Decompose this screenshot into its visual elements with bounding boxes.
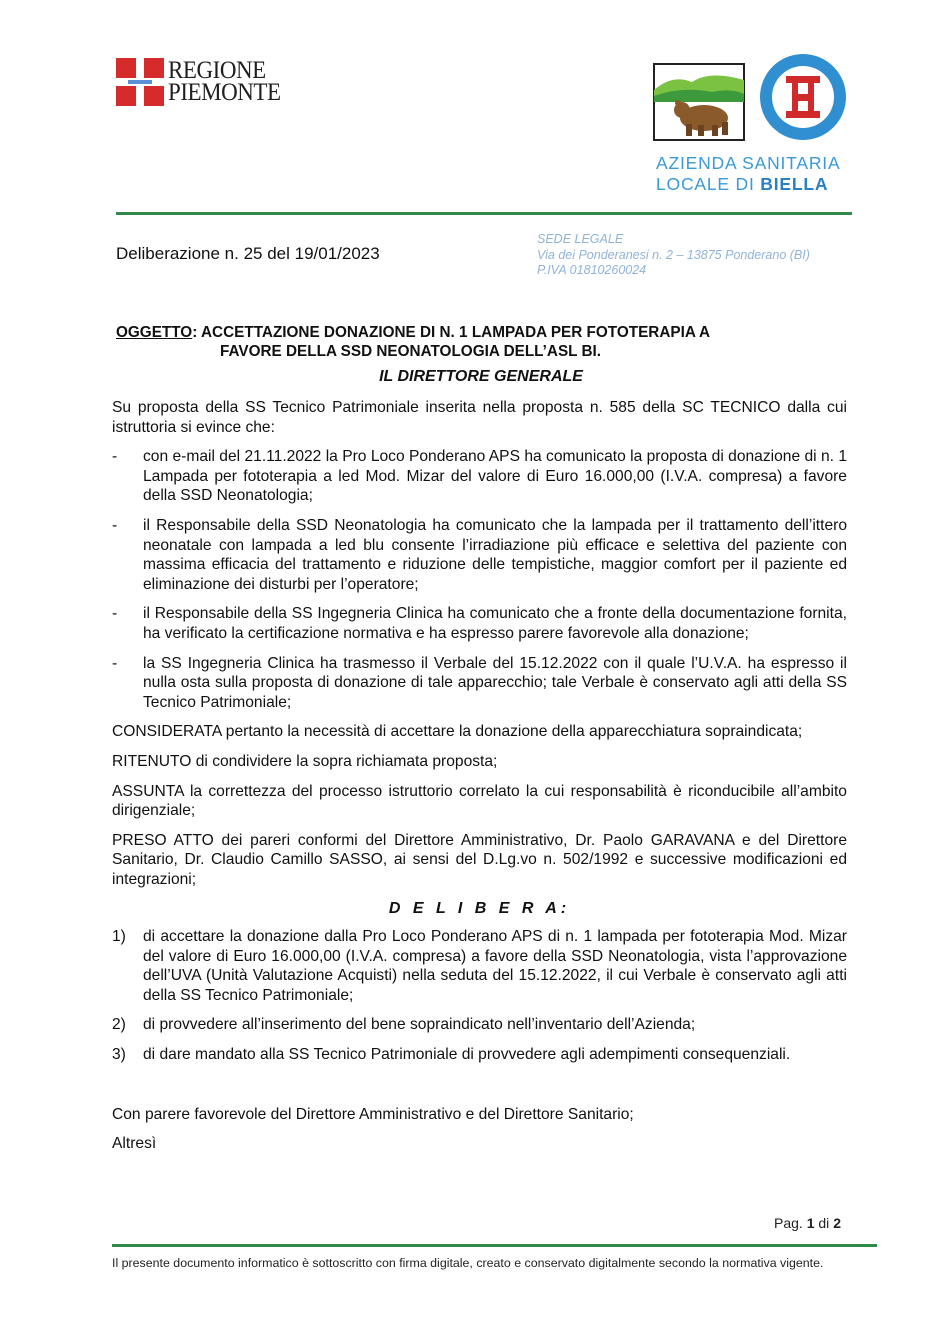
deliberazione-title: Deliberazione n. 25 del 19/01/2023: [116, 244, 380, 263]
delibera-marker: 2): [112, 1016, 126, 1034]
ospedale-biella-seal-icon: [758, 52, 848, 142]
preso-atto-paragraph: PRESO ATTO dei pareri conformi del Direttore Amministrativo, Dr. Paolo GARAVANA e del Direttore Sanitario, Dr. Claudio Camillo SASSO, ai sensi del D.Lg.vo n. 502/1992 e successive modificazioni ed integrazioni;: [112, 831, 847, 888]
oggetto-text-1: ACCETTAZIONE DONAZIONE DI N. 1 LAMPADA PER FOTOTERAPIA A: [201, 324, 711, 341]
oggetto: [116, 323, 846, 361]
asl-biella-logo: [652, 52, 852, 197]
delibera-marker: 3): [112, 1046, 126, 1064]
ritenuto-paragraph: RITENUTO di condividere la sopra richiamata proposta;: [112, 752, 498, 770]
list-item: [112, 516, 847, 594]
document-body: [112, 398, 847, 1154]
delibera-text: di accettare la donazione dalla Pro Loco Ponderano APS di n. 1 lampada per fototerapia Mod. Mizar del valore di Euro 16.000,00 (I.V.A. compresa) a favore della SSD Neonatologia, vista l’approvazione dell’UVA (Unità Valutazione Acquisti) nella seduta del 15.12.2022, il cui Verbale è conservato agli atti della SS Tecnico Patrimoniale;: [143, 928, 847, 1004]
delibera-text: di provvedere all’inserimento del bene sopraindicato nell’inventario dell’Azienda;: [143, 1016, 696, 1034]
direttore-heading: IL DIRETTORE GENERALE: [379, 368, 583, 385]
list-text: la SS Ingegneria Clinica ha trasmesso il Verbale del 15.12.2022 con il quale l’U.V.A. ha espresso il nulla osta sulla proposta di donazione di tale apparecchio; tale Verbale è conservato agli atti della SS Tecnico Patrimoniale;: [143, 654, 847, 711]
page-total: 2: [833, 1215, 841, 1231]
asl-line-2-prefix: LOCALE DI: [656, 174, 761, 194]
assunta-paragraph: ASSUNTA la correttezza del processo istruttorio correlato la cui responsabilità è riconducibile all’ambito dirigenziale;: [112, 782, 847, 820]
list-text: il Responsabile della SS Ingegneria Clinica ha comunicato che a fronte della documentazione fornita, ha verificato la certificazione normativa e ha espresso parere favorevole alla donazione;: [143, 605, 847, 642]
asl-line-2-bold: BIELLA: [760, 174, 829, 194]
considerata-paragraph: CONSIDERATA pertanto la necessità di accettare la donazione della apparecchiatura sopraindicata;: [112, 723, 803, 741]
page-sep: di: [814, 1215, 834, 1231]
oggetto-line-2: FAVORE DELLA SSD NEONATOLOGIA DELL’ASL BI.: [220, 343, 602, 360]
regione-line-2: PIEMONTE: [168, 79, 281, 106]
list-marker: -: [112, 605, 118, 623]
delibera-item: [112, 1045, 847, 1065]
parere-paragraph: Con parere favorevole del Direttore Amministrativo e del Direttore Sanitario;: [112, 1105, 634, 1123]
list-text: con e-mail del 21.11.2022 la Pro Loco Ponderano APS ha comunicato la proposta di donazione di n. 1 Lampada per fototerapia a led Mod. Mizar del valore di Euro 16.000,00 (I.V.A. compresa) a favore della SSD Neonatologia;: [143, 448, 847, 505]
oggetto-label: OGGETTO: [116, 324, 193, 341]
list-marker: -: [112, 654, 118, 672]
asl-line-1: AZIENDA SANITARIA: [656, 153, 841, 173]
list-item: [112, 447, 847, 506]
sede-legale: [537, 232, 810, 279]
oggetto-sep: :: [192, 324, 201, 341]
delibera-heading: D E L I B E R A:: [388, 900, 571, 918]
regione-name: [168, 57, 290, 106]
page-prefix: Pag.: [774, 1215, 807, 1231]
bear-landscape-icon: [652, 58, 748, 142]
asl-name: [656, 153, 852, 195]
delibera-marker: 1): [112, 928, 126, 946]
page-number: [774, 1215, 841, 1231]
intro-paragraph: Su proposta della SS Tecnico Patrimoniale inserita nella proposta n. 585 della SC TECNICO dalla cui istruttoria si evince che:: [112, 399, 847, 436]
delibera-item: [112, 927, 847, 1005]
list-marker: -: [112, 516, 118, 534]
oggetto-line-1: [116, 323, 846, 342]
list-text: il Responsabile della SSD Neonatologia ha comunicato che la lampada per il trattamento dell’ittero neonatale con lampada a led blu consente l’irradiazione più efficace e selettiva del paziente con massima efficacia del trattamento e riduzione delle tempistiche, maggior comfort per il paziente ed eliminazione dei disturbi per l’operatore;: [143, 516, 847, 593]
page-current: 1: [806, 1215, 815, 1231]
sede-line-2: Via dei Ponderanesi n. 2 – 13875 Ponderano (BI): [537, 247, 810, 262]
sede-line-1: SEDE LEGALE: [537, 232, 624, 246]
list-item: [112, 654, 847, 713]
regione-line-1: REGIONE: [168, 57, 266, 84]
header-divider: [116, 212, 852, 215]
footer-note: Il presente documento informatico è sottoscritto con firma digitale, creato e conservato digitalmente secondo la normativa vigente.: [112, 1256, 824, 1270]
list-item: [112, 604, 847, 643]
regione-flag-icon: [116, 58, 164, 106]
altresi-paragraph: Altresì: [112, 1135, 157, 1153]
asl-line-2: [656, 174, 852, 195]
delibera-item: [112, 1015, 847, 1035]
sede-line-3: P.IVA 01810260024: [537, 263, 647, 277]
footer-divider: [112, 1244, 877, 1247]
delibera-text: di dare mandato alla SS Tecnico Patrimoniale di provvedere agli adempimenti consequenziali.: [143, 1046, 791, 1064]
regione-piemonte-logo: [116, 58, 290, 106]
list-marker: -: [112, 448, 118, 466]
